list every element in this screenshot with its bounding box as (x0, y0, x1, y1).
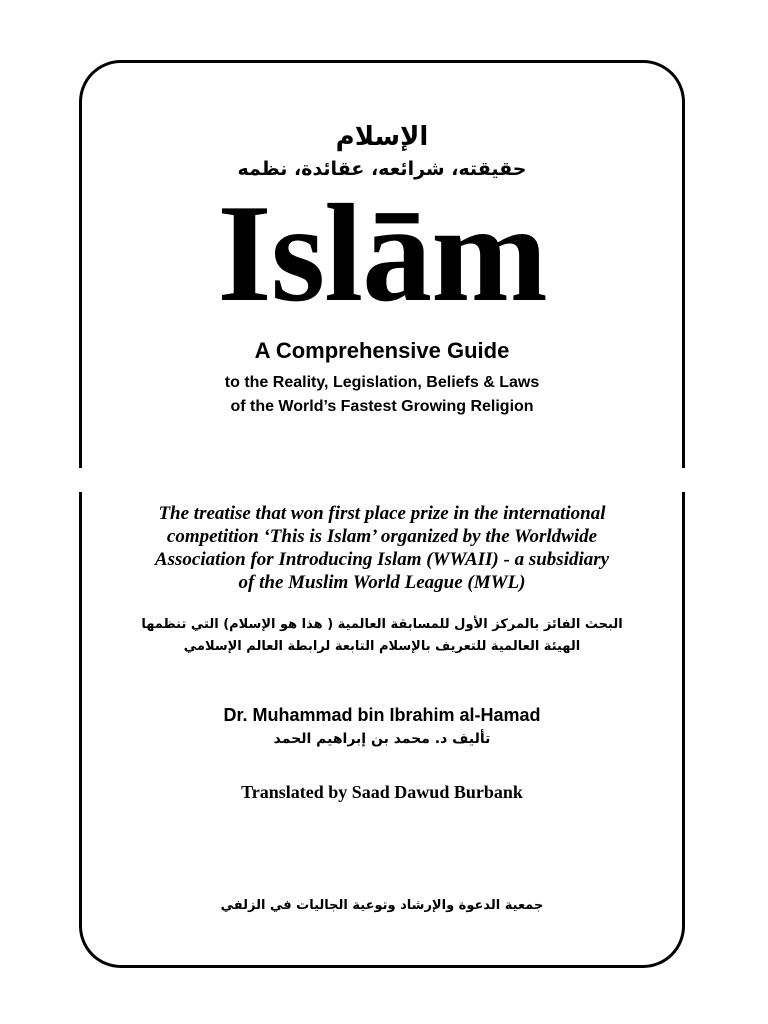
translator-credit: Translated by Saad Dawud Burbank (241, 782, 523, 802)
book-subtitle: A Comprehensive Guide (254, 338, 510, 363)
book-title: Islām (217, 176, 547, 331)
arabic-title: الإسلام (335, 122, 429, 152)
arabic-prize-line: الهيئة العالمية للتعريف بالإسلام التابعة لرابطة العالم الإسلامي (183, 639, 581, 654)
arabic-author-name: تأليف د. محمد بن إبراهيم الحمد (273, 731, 491, 747)
arabic-publisher: جمعية الدعوة والإرشاد وتوعية الجاليات في الزلفي (220, 898, 544, 913)
arabic-prize-line: البحث الفائز بالمركز الأول للمسابقة العالمية ( هذا هو الإسلام) التي تنظمها (141, 617, 623, 632)
tagline-line-2: of the World’s Fastest Growing Religion (230, 398, 534, 415)
arabic-prize-statement (79, 614, 685, 658)
arabic-subtitle: حقيقته، شرائعه، عقائدة، نظمه (237, 158, 527, 180)
treatise-line: Association for Introducing Islam (WWAII) - a subsidiary (154, 549, 610, 570)
tagline-line-1: to the Reality, Legislation, Beliefs & Laws (224, 374, 540, 391)
author-name: Dr. Muhammad bin Ibrahim al-Hamad (223, 705, 541, 725)
border-gap-left (74, 468, 86, 492)
treatise-description (79, 502, 685, 594)
treatise-line: competition ‘This is Islam’ organized by the Worldwide (166, 526, 598, 547)
border-gap-right (680, 468, 692, 492)
treatise-line: The treatise that won first place prize in the international (158, 503, 606, 524)
treatise-line: of the Muslim World League (MWL) (238, 572, 526, 593)
